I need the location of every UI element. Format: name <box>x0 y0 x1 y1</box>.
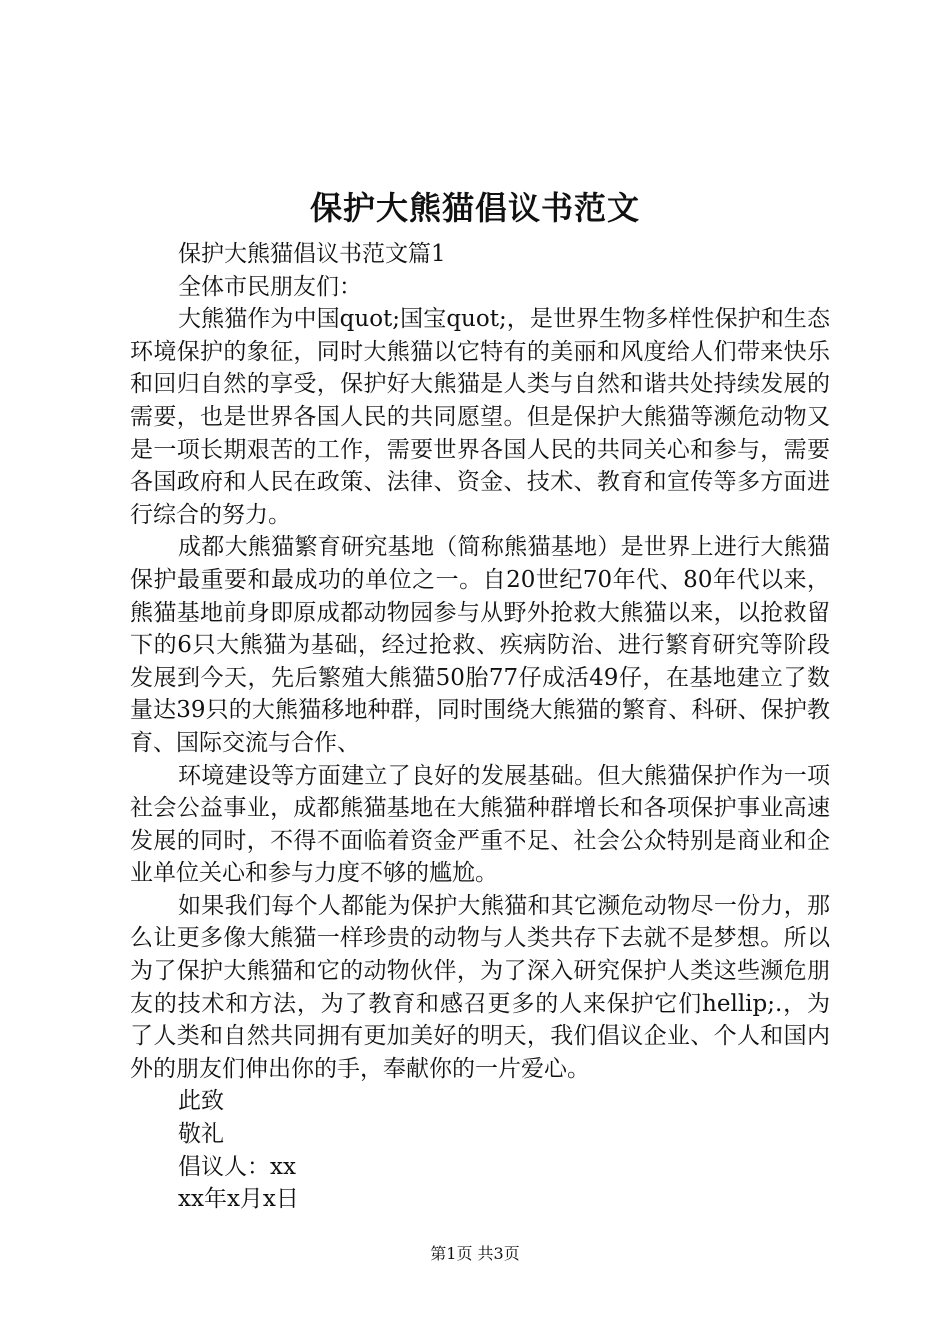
date-line: xx年x月x日 <box>178 1186 299 1213</box>
page-number-footer: 第1页 共3页 <box>430 1244 520 1263</box>
body-paragraph: 大熊猫作为中国quot;国宝quot;，是世界生物多样性保护和生态环境保护的象征，同时大熊猫以它特有的美丽和风度给人们带来快乐和回归自然的享受，保护好大熊猫是人类与自然和谐共处持续发展的需要，也是世界各国人民的共同愿望。但是保护大熊猫等濒危动物又是一项长期艰苦的工作，需要世界各国人民的共同关心和参与，需要各国政府和人民在政策、法律、资金、技术、教育和宣传等多方面进行综合的努力。 <box>130 306 830 528</box>
body-paragraph: 成都大熊猫繁育研究基地（简称熊猫基地）是世界上进行大熊猫保护最重要和最成功的单位之一。自20世纪70年代、80年代以来，熊猫基地前身即原成都动物园参与从野外抢救大熊猫以来，以抢救留下的6只大熊猫为基础，经过抢救、疾病防治、进行繁育研究等阶段发展到今天，先后繁殖大熊猫50胎77仔成活49仔，在基地建立了数量达39只的大熊猫移地种群，同时围绕大熊猫的繁育、科研、保护教育、国际交流与合作、 <box>130 534 830 756</box>
document-body <box>130 238 830 1216</box>
closing-line: 此致 <box>178 1088 224 1115</box>
section-heading: 保护大熊猫倡议书范文篇1 <box>178 241 446 267</box>
signature-line: 倡议人：xx <box>178 1153 296 1180</box>
closing-regards: 敬礼 <box>178 1121 224 1148</box>
body-paragraph: 环境建设等方面建立了良好的发展基础。但大熊猫保护作为一项社会公益事业，成都熊猫基地在大熊猫种群增长和各项保护事业高速发展的同时，不得不面临着资金严重不足、社会公众特别是商业和企业单位关心和参与力度不够的尴尬。 <box>130 762 830 887</box>
body-paragraph: 如果我们每个人都能为保护大熊猫和其它濒危动物尽一份力，那么让更多像大熊猫一样珍贵的动物与人类共存下去就不是梦想。所以为了保护大熊猫和它的动物伙伴，为了深入研究保护人类这些濒危朋友的技术和方法，为了教育和感召更多的人来保护它们hellip;.，为了人类和自然共同拥有更加美好的明天，我们倡议企业、个人和国内外的朋友们伸出你的手，奉献你的一片爱心。 <box>130 892 830 1082</box>
document-title: 保护大熊猫倡议书范文 <box>309 189 640 227</box>
salutation: 全体市民朋友们： <box>178 273 362 300</box>
